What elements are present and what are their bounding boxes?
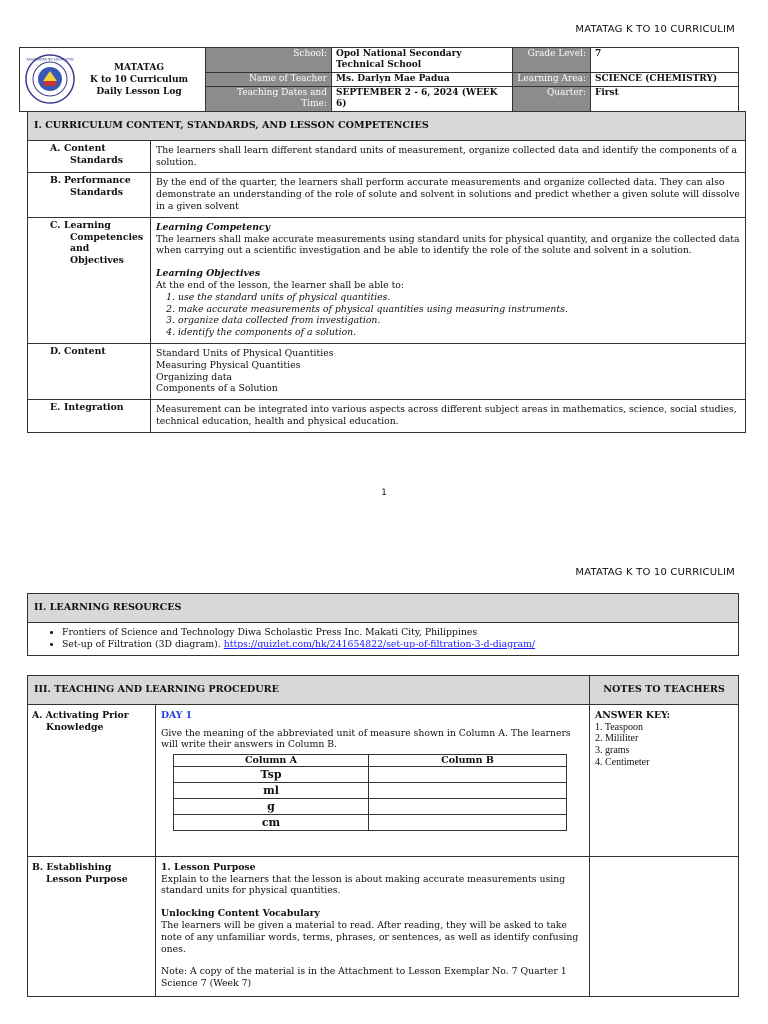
performance-standards-text: By the end of the quarter, the learners shall perform accurate measurements and organize collected data. They can also demonstrate an understanding of the role of solute and solvent in solutions and predict whether a given solute will dissolve in a given solvent [151, 173, 746, 217]
teacher-value: Ms. Darlyn Mae Padua [332, 73, 513, 87]
resources-list [32, 627, 734, 651]
integration-label: E. Integration [28, 400, 151, 433]
learning-competencies-cell [151, 217, 746, 343]
header-title-cell [20, 48, 206, 112]
purpose-text: Explain to the learners that the lesson is about making accurate measurements using standard units for physical quantities. [161, 873, 566, 897]
content-item: Organizing data [156, 371, 233, 383]
objective-item: 3. organize data collected from investigation. [178, 315, 740, 327]
notes-title: NOTES TO TEACHERS [590, 676, 739, 705]
unit-cell: Tsp [174, 767, 369, 783]
resources-list-cell [28, 622, 739, 656]
answer-cell[interactable] [369, 799, 567, 815]
objective-item: 1. use the standard units of physical quantities. [178, 292, 740, 304]
title-line-3: Daily Lesson Log [96, 87, 182, 97]
title-line-1: MATATAG [113, 63, 165, 73]
content-item: Standard Units of Physical Quantities [156, 347, 334, 359]
section-2-title: II. LEARNING RESOURCES [28, 594, 739, 623]
column-a-header: Column A [174, 755, 369, 767]
units-table [173, 754, 567, 831]
answer-item: 2. Mililiter [595, 733, 639, 745]
content-standards-label: A. Content Standards [28, 140, 151, 173]
dates-label: Teaching Dates and Time: [206, 87, 332, 112]
title-line-2: K to 10 Curriculum [89, 75, 189, 85]
vocab-heading: Unlocking Content Vocabulary [161, 908, 320, 920]
objective-item: 2. make accurate measurements of physical quantities using measuring instruments. [178, 304, 740, 316]
running-header: MATATAG K TO 10 CURRICULIM [575, 24, 735, 35]
unit-cell: cm [174, 815, 369, 831]
answer-key-title: ANSWER KEY: [595, 709, 671, 721]
purpose-heading: 1. Lesson Purpose [161, 861, 256, 873]
resources-table [27, 593, 739, 656]
objectives-heading: Learning Objectives [156, 268, 261, 280]
vocab-text: The learners will be given a material to read. After reading, they will be asked to take note of any unfamiliar words, terms, phrases, or sentences, as well as identify confusing ones. [161, 919, 579, 955]
competency-text: The learners shall make accurate measurements using standard units for physical quantity, and organize the collected data when carrying out a scientific investigation and be able to identify the role of the solute and solvent in a solution. [156, 233, 740, 257]
quarter-value: First [591, 87, 739, 112]
grade-label: Grade Level: [513, 48, 591, 73]
curriculum-table [27, 111, 746, 433]
school-label: School: [206, 48, 332, 73]
column-b-header: Column B [369, 755, 567, 767]
activating-prior-knowledge-label: A. Activating Prior Knowledge [28, 704, 156, 856]
school-value: Opol National Secondary Technical School [332, 48, 513, 73]
teacher-label: Name of Teacher [206, 73, 332, 87]
section-3-title: III. TEACHING AND LEARNING PROCEDURE [28, 676, 590, 705]
seal-text: KAGAWARAN NG EDUKASYON [26, 57, 74, 62]
filtration-diagram-link[interactable]: https://quizlet.com/hk/241654822/set-up-of-filtration-3-d-diagram/ [223, 638, 536, 650]
header-table [19, 47, 739, 112]
area-label: Learning Area: [513, 73, 591, 87]
section-1-title: I. CURRICULUM CONTENT, STANDARDS, AND LESSON COMPETENCIES [28, 112, 746, 141]
content-item: Measuring Physical Quantities [156, 359, 301, 371]
answer-cell[interactable] [369, 767, 567, 783]
answer-item: 3. grams [595, 745, 630, 757]
note-text: Note: A copy of the material is in the Attachment to Lesson Exemplar No. 7 Quarter 1 Science 7 (Week 7) [161, 966, 567, 990]
grade-value: 7 [591, 48, 739, 73]
performance-standards-label: B. Performance Standards [28, 173, 151, 217]
dates-value: SEPTEMBER 2 - 6, 2024 (WEEK 6) [332, 87, 513, 112]
competency-heading: Learning Competency [156, 221, 271, 233]
answer-item: 4. Centimeter [595, 756, 650, 768]
integration-text: Measurement can be integrated into various aspects across different subject areas in mathematics, science, social studies, technical education, health and physical education. [151, 400, 746, 433]
procedure-table [27, 675, 739, 997]
quarter-label: Quarter: [513, 87, 591, 112]
answer-key-cell [590, 704, 739, 856]
objective-item: 4. identify the components of a solution. [178, 327, 740, 339]
activity-instruction: Give the meaning of the abbreviated unit of measure shown in Column A. The learners will write their answers in Column B. [161, 727, 571, 751]
area-value: SCIENCE (CHEMISTRY) [591, 73, 739, 87]
unit-cell: g [174, 799, 369, 815]
answer-cell[interactable] [369, 815, 567, 831]
deped-seal-icon [25, 54, 75, 104]
day-label: DAY 1 [161, 709, 193, 721]
notes-empty-cell [590, 856, 739, 996]
learning-competencies-label: C. Learning Competencies and Objectives [28, 217, 151, 343]
page-number: 1 [381, 488, 387, 498]
answer-cell[interactable] [369, 783, 567, 799]
resource-item: • Frontiers of Science and Technology Diwa Scholastic Press Inc. Makati City, Philippines [62, 627, 734, 639]
content-items [151, 343, 746, 399]
running-header-2: MATATAG K TO 10 CURRICULIM [575, 567, 735, 578]
establishing-lesson-purpose-label: B. Establishing Lesson Purpose [28, 856, 156, 996]
content-label: D. Content [28, 343, 151, 399]
objectives-intro: At the end of the lesson, the learner shall be able to: [156, 279, 405, 291]
establishing-lesson-purpose-cell [156, 856, 590, 996]
unit-cell: ml [174, 783, 369, 799]
activating-prior-knowledge-cell [156, 704, 590, 856]
objectives-list [156, 292, 740, 339]
content-standards-text: The learners shall learn different standard units of measurement, organize collected data and identify the components of a solution. [151, 140, 746, 173]
content-item: Components of a Solution [156, 383, 278, 395]
answer-item: 1. Teaspoon [595, 721, 643, 733]
resource-item: • Set-up of Filtration (3D diagram). https://quizlet.com/hk/241654822/set-up-of-filtration-3-d-diagram/ [62, 639, 734, 651]
